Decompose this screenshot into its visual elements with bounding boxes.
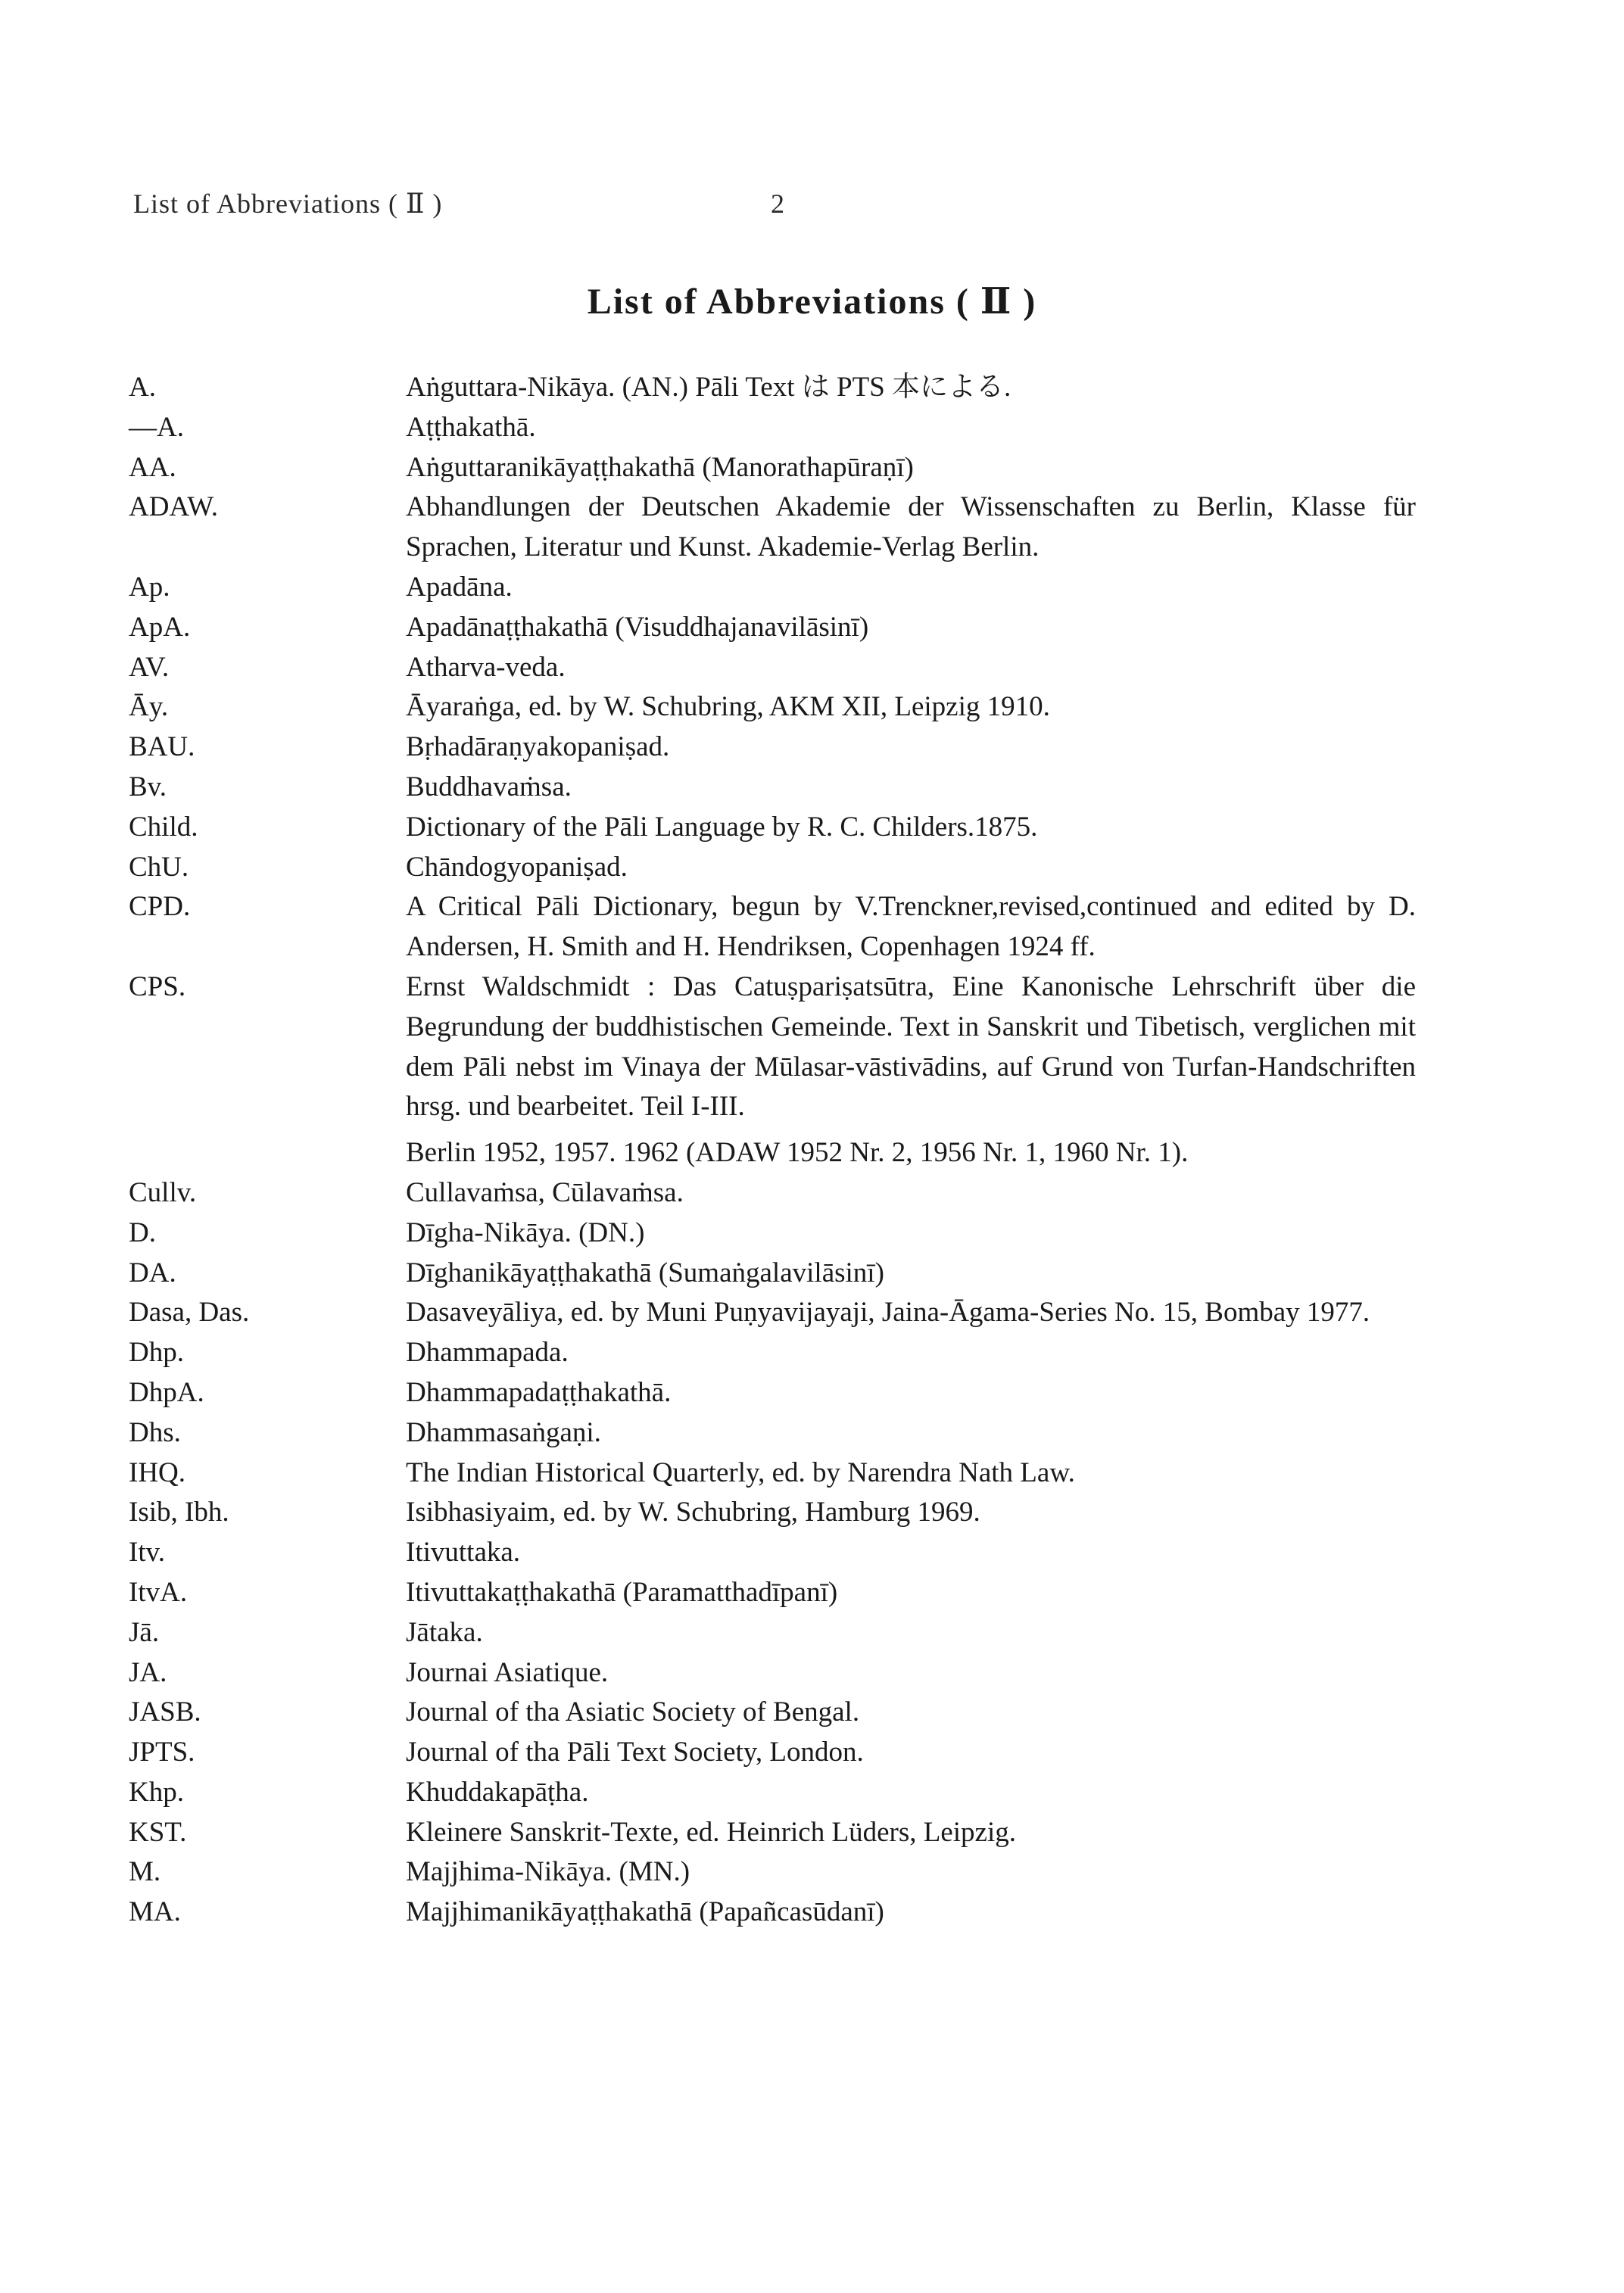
abbreviation-definition: A Critical Pāli Dictionary, begun by V.Trenckner,revised,continued and edited by D. Andersen, H. Smith and H. Hendriksen, Copenhagen 1924 ff. (406, 891, 1416, 963)
abbreviation: AA. (129, 451, 176, 483)
abbreviation-entry (129, 1173, 1416, 1213)
abbreviation: A. (129, 372, 156, 403)
abbreviation-entry (129, 967, 1416, 1127)
abbreviation: Cullv. (129, 1176, 197, 1208)
abbreviation: Dasa, Das. (129, 1297, 250, 1329)
abbreviation: ChU. (129, 851, 189, 883)
abbreviation: ApA. (129, 611, 191, 643)
abbreviation-definition: Aṅguttaranikāyaṭṭhakathā (Manorathapūraṇī) (406, 451, 914, 483)
abbreviation: Itv. (129, 1537, 165, 1569)
abbreviation-entry (129, 408, 1416, 448)
abbreviation-entry (129, 1213, 1416, 1254)
abbreviation: BAU. (129, 731, 195, 763)
abbreviation: JA. (129, 1656, 167, 1688)
page-title: List of Abbreviations ( Ⅱ ) (587, 282, 1037, 322)
running-head-title: List of Abbreviations ( Ⅱ ) (133, 188, 443, 219)
abbreviation-definition: Journal of tha Pāli Text Society, London. (406, 1737, 864, 1768)
abbreviation-entry (129, 1533, 1416, 1573)
abbreviation: CPS. (129, 970, 186, 1002)
abbreviation-entry (129, 1373, 1416, 1413)
abbreviation-definition: Journai Asiatique. (406, 1656, 609, 1688)
abbreviation-entry (129, 1852, 1416, 1893)
abbreviation-entry (129, 1573, 1416, 1613)
abbreviation: JASB. (129, 1696, 201, 1728)
abbreviation-definition: Dasaveyāliya, ed. by Muni Puṇyavijayaji, Jaina-Āgama-Series No. 15, Bombay 1977. (406, 1297, 1370, 1329)
abbreviation-definition: Dīgha-Nikāya. (DN.) (406, 1217, 645, 1248)
abbreviation-definition: Aṅguttara-Nikāya. (AN.) Pāli Text は PTS 本による. (406, 372, 1011, 403)
abbreviation-entry (129, 648, 1416, 688)
abbreviation-entry-continuation (129, 1127, 1416, 1173)
abbreviation-entry (129, 1813, 1416, 1853)
abbreviation-entry (129, 568, 1416, 608)
abbreviation-definition: The Indian Historical Quarterly, ed. by Narendra Nath Law. (406, 1456, 1075, 1488)
abbreviation-definition: Itivuttakaṭṭhakathā (Paramatthadīpanī) (406, 1576, 838, 1608)
abbreviation: DhpA. (129, 1376, 204, 1408)
abbreviation-entry (129, 1293, 1416, 1333)
abbreviation: Khp. (129, 1776, 184, 1808)
abbreviation: Jā. (129, 1616, 160, 1648)
abbreviation-entry (129, 1773, 1416, 1813)
abbreviation-definition: Āyaraṅga, ed. by W. Schubring, AKM XII, Leipzig 1910. (406, 691, 1050, 723)
abbreviation-definition: Apadāna. (406, 571, 513, 603)
abbreviation-entry (129, 1653, 1416, 1693)
abbreviation-definition: Buddhavaṁsa. (406, 771, 572, 802)
abbreviation-definition: Kleinere Sanskrit-Texte, ed. Heinrich Lüders, Leipzig. (406, 1816, 1016, 1848)
abbreviation-definition: Cullavaṁsa, Cūlavaṁsa. (406, 1176, 684, 1208)
abbreviation-definition: Aṭṭhakathā. (406, 411, 536, 443)
abbreviation-definition: Atharva-veda. (406, 651, 566, 683)
abbreviation: AV. (129, 651, 170, 683)
abbreviation: Dhs. (129, 1416, 181, 1448)
abbreviation-definition: Dictionary of the Pāli Language by R. C. Childers.1875. (406, 811, 1038, 843)
abbreviation-entry (129, 1733, 1416, 1773)
abbreviation-entry (129, 1493, 1416, 1533)
abbreviation-entry (129, 1333, 1416, 1373)
abbreviation-definition: Dhammapadaṭṭhakathā. (406, 1376, 672, 1408)
abbreviation: Isib, Ibh. (129, 1497, 229, 1528)
abbreviation-entry (129, 768, 1416, 808)
abbreviation-definition: Abhandlungen der Deutschen Akademie der Wissenschaften zu Berlin, Klasse für Sprachen, Literatur und Kunst. Akademie-Verlag Berlin. (406, 491, 1416, 563)
abbreviation-entry (129, 1693, 1416, 1733)
abbreviation-entry (129, 488, 1416, 568)
abbreviation: D. (129, 1217, 156, 1248)
abbreviation-definition: Jātaka. (406, 1616, 483, 1648)
abbreviation-definition: Dhammapada. (406, 1337, 569, 1369)
abbreviation-entry (129, 808, 1416, 848)
abbreviation-entry (129, 848, 1416, 888)
abbreviation-entry (129, 368, 1416, 408)
abbreviation: Dhp. (129, 1337, 184, 1369)
abbreviation: DA. (129, 1257, 176, 1288)
abbreviation: CPD. (129, 891, 191, 923)
abbreviation-list (129, 368, 1416, 1933)
abbreviation: Āy. (129, 691, 169, 723)
abbreviation-entry (129, 1413, 1416, 1453)
abbreviation-definition: Itivuttaka. (406, 1537, 521, 1569)
abbreviation-definition: Majjhima-Nikāya. (MN.) (406, 1856, 690, 1888)
abbreviation-definition: Dīghanikāyaṭṭhakathā (Sumaṅgalavilāsinī) (406, 1257, 884, 1288)
abbreviation-definition: Berlin 1952, 1957. 1962 (ADAW 1952 Nr. 2, 1956 Nr. 1, 1960 Nr. 1). (406, 1137, 1189, 1169)
abbreviation-entry (129, 687, 1416, 727)
abbreviation-entry (129, 608, 1416, 648)
abbreviation: —A. (129, 411, 184, 443)
abbreviation-entry (129, 1254, 1416, 1294)
abbreviation-definition: Apadānaṭṭhakathā (Visuddhajanavilāsinī) (406, 611, 869, 643)
abbreviation: KST. (129, 1816, 187, 1848)
abbreviation-entry (129, 1613, 1416, 1653)
page-number: 2 (771, 188, 784, 219)
abbreviation-entry (129, 1893, 1416, 1933)
abbreviation-entry (129, 887, 1416, 967)
abbreviation-definition: Journal of tha Asiatic Society of Bengal. (406, 1696, 860, 1728)
abbreviation: ItvA. (129, 1576, 188, 1608)
abbreviation-entry (129, 448, 1416, 488)
abbreviation-entry (129, 1453, 1416, 1494)
abbreviation: ADAW. (129, 491, 218, 523)
abbreviation-definition: Majjhimanikāyaṭṭhakathā (Papañcasūdanī) (406, 1896, 884, 1928)
abbreviation-definition: Bṛhadāraṇyakopaniṣad. (406, 731, 670, 763)
abbreviation-definition: Khuddakapāṭha. (406, 1776, 589, 1808)
abbreviation-definition: Chāndogyopaniṣad. (406, 851, 628, 883)
abbreviation: MA. (129, 1896, 181, 1928)
abbreviation-entry (129, 727, 1416, 768)
abbreviation: IHQ. (129, 1456, 186, 1488)
abbreviation-definition: Isibhasiyaim, ed. by W. Schubring, Hamburg 1969. (406, 1497, 980, 1528)
abbreviation: Ap. (129, 571, 170, 603)
abbreviation: M. (129, 1856, 161, 1888)
abbreviation: JPTS. (129, 1737, 195, 1768)
abbreviation: Bv. (129, 771, 167, 802)
abbreviation-definition: Dhammasaṅgaṇi. (406, 1416, 601, 1448)
abbreviation: Child. (129, 811, 198, 843)
abbreviation-definition: Ernst Waldschmidt : Das Catuṣpariṣatsūtra, Eine Kanonische Lehrschrift über die Begrundung der buddhistischen Gemeinde. Text in Sanskrit und Tibetisch, verglichen mit dem Pāli nebst im Vinaya der Mūlasar-vāstivādins, auf Grund von Turfan-Handschriften hrsg. und bearbeitet. Teil I-III. (406, 970, 1416, 1123)
